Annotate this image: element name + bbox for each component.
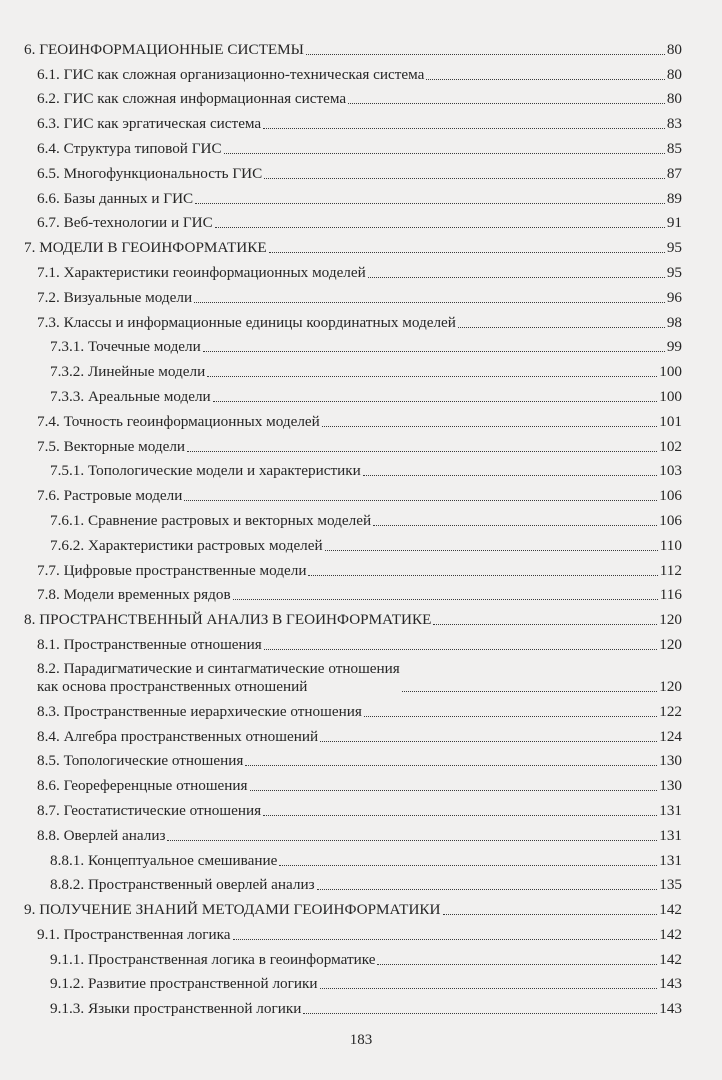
- toc-entry: [0, 696, 722, 721]
- toc-entry-page: 106: [659, 487, 682, 505]
- toc-entry-page: 131: [659, 801, 682, 819]
- toc-entry-page: 96: [666, 288, 682, 306]
- toc-entry: [0, 257, 722, 282]
- toc-entry-page: 102: [659, 437, 682, 455]
- toc-entry-title: 6.6. Базы данных и ГИС: [37, 189, 194, 207]
- dot-leader: [207, 376, 657, 377]
- toc-entry-page: 83: [666, 115, 682, 133]
- toc-entry: [0, 654, 722, 696]
- toc-entry-page: 85: [666, 139, 682, 157]
- dot-leader: [317, 889, 658, 890]
- toc-entry-title: 6. ГЕОИНФОРМАЦИОННЫЕ СИСТЕМЫ: [24, 40, 304, 58]
- dot-leader: [443, 914, 658, 915]
- dot-leader: [363, 475, 658, 476]
- dot-leader: [224, 153, 665, 154]
- dot-leader: [433, 624, 657, 625]
- toc-entry-page: 110: [659, 536, 682, 554]
- toc-entry: [0, 84, 722, 109]
- toc-entry-title: 8.8.1. Концептуальное смешивание: [50, 851, 278, 869]
- dot-leader: [215, 227, 665, 228]
- toc-entry-page: 143: [659, 975, 682, 993]
- toc-entry-title: 7.6.1. Сравнение растровых и векторных моделей: [50, 511, 372, 529]
- toc-entry-title: 7.7. Цифровые пространственные модели: [37, 561, 307, 579]
- toc-entry-title: 7. МОДЕЛИ В ГЕОИНФОРМАТИКЕ: [24, 239, 267, 257]
- toc-entry: [0, 555, 722, 580]
- dot-leader: [184, 500, 657, 501]
- toc-entry: [0, 845, 722, 870]
- toc-entry-title: 8.4. Алгебра пространственных отношений: [37, 727, 319, 745]
- toc-entry: [0, 158, 722, 183]
- page-number: 183: [349, 1032, 373, 1048]
- toc-entry-title: 8.3. Пространственные иерархические отношения: [37, 702, 362, 720]
- toc-entry-title: 7.3.2. Линейные модели: [50, 363, 206, 381]
- toc-entry-page: 95: [666, 263, 682, 281]
- toc-entry: [0, 108, 722, 133]
- dot-leader: [233, 599, 658, 600]
- toc-entry: [0, 820, 722, 845]
- toc-entry: [0, 332, 722, 357]
- toc-entry-page: 99: [666, 338, 682, 356]
- toc-entry-title: 8.8.2. Пространственный оверлей анализ: [50, 876, 315, 894]
- toc-entry-title: 6.3. ГИС как эргатическая система: [37, 115, 262, 133]
- dot-leader: [303, 1013, 657, 1014]
- toc-entry-title: 6.2. ГИС как сложная информационная система: [37, 90, 347, 108]
- toc-entry: [0, 746, 722, 771]
- dot-leader: [187, 451, 657, 452]
- toc-entry: [0, 480, 722, 505]
- toc-entry-page: 100: [659, 387, 682, 405]
- dot-leader: [306, 54, 665, 55]
- toc-entry-page: 143: [659, 1000, 682, 1018]
- toc-entry-title: 9.1. Пространственная логика: [37, 925, 231, 943]
- dot-leader: [263, 815, 657, 816]
- toc-entry: [0, 34, 722, 59]
- toc-entry: [0, 183, 722, 208]
- toc-entry-page: 120: [659, 677, 682, 695]
- toc-entry: [0, 795, 722, 820]
- dot-leader: [325, 550, 658, 551]
- dot-leader: [195, 203, 665, 204]
- toc-entry-page: 98: [666, 313, 682, 331]
- toc-entry: [0, 530, 722, 555]
- dot-leader: [269, 252, 665, 253]
- toc-entry: [0, 604, 722, 629]
- toc-entry-page: 142: [659, 950, 682, 968]
- toc-entry-page: 100: [659, 363, 682, 381]
- dot-leader: [320, 741, 657, 742]
- toc-entry-title: 8. ПРОСТРАНСТВЕННЫЙ АНАЛИЗ В ГЕОИНФОРМАТИКЕ: [24, 611, 432, 629]
- toc-entry-title: 7.6.2. Характеристики растровых моделей: [50, 536, 323, 554]
- dot-leader: [458, 327, 665, 328]
- toc-entry-page: 87: [666, 164, 682, 182]
- toc-entry: [0, 870, 722, 895]
- toc-entry-page: 103: [659, 462, 682, 480]
- toc-entry-title: 8.6. Геореференцные отношения: [37, 777, 248, 795]
- toc-entry: [0, 944, 722, 969]
- toc-entry: [0, 59, 722, 84]
- toc-entry: [0, 456, 722, 481]
- toc-entry-title: 7.5.1. Топологические модели и характеристики: [50, 462, 361, 480]
- toc-entry-page: 130: [659, 777, 682, 795]
- toc-entry-title: 6.4. Структура типовой ГИС: [37, 139, 222, 157]
- toc-entry: [0, 406, 722, 431]
- toc-entry-title-line2: как основа пространственных отношений: [37, 677, 308, 695]
- dot-leader: [426, 79, 664, 80]
- toc-entry-title: 8.8. Оверлей анализ: [37, 826, 166, 844]
- toc-entry-title: 7.3. Классы и информационные единицы координатных моделей: [37, 313, 456, 331]
- toc-entry-title: 7.3.1. Точечные модели: [50, 338, 201, 356]
- dot-leader: [368, 277, 665, 278]
- toc-entry-page: 120: [659, 611, 682, 629]
- toc-entry-title: 9.1.1. Пространственная логика в геоинформатике: [50, 950, 376, 968]
- toc-entry: [0, 505, 722, 530]
- toc-entry: [0, 232, 722, 257]
- dot-leader: [233, 939, 658, 940]
- dot-leader: [320, 988, 658, 989]
- dot-leader: [322, 426, 657, 427]
- toc-entry-page: 116: [659, 586, 682, 604]
- toc-entry-page: 124: [659, 727, 682, 745]
- toc-entry: [0, 919, 722, 944]
- toc-entry-title: 7.6. Растровые модели: [37, 487, 183, 505]
- dot-leader: [263, 128, 665, 129]
- toc-entry-page: 120: [659, 635, 682, 653]
- dot-leader: [213, 401, 658, 402]
- dot-leader: [194, 302, 665, 303]
- toc-entry-title: 6.1. ГИС как сложная организационно-техническая система: [37, 65, 425, 83]
- dot-leader: [264, 178, 665, 179]
- toc-entry-page: 89: [666, 189, 682, 207]
- toc-entry-page: 95: [666, 239, 682, 257]
- toc-entry: [0, 721, 722, 746]
- toc-entry: [0, 894, 722, 919]
- dot-leader: [279, 865, 657, 866]
- dot-leader: [203, 351, 665, 352]
- table-of-contents: [0, 34, 722, 1018]
- toc-entry-title: 8.7. Геостатистические отношения: [37, 801, 262, 819]
- toc-entry: [0, 969, 722, 994]
- toc-entry-page: 80: [666, 90, 682, 108]
- toc-entry-title: [37, 660, 400, 696]
- toc-entry: [0, 431, 722, 456]
- toc-entry-title: 7.1. Характеристики геоинформационных моделей: [37, 263, 366, 281]
- toc-entry-page: 106: [659, 511, 682, 529]
- toc-entry: [0, 993, 722, 1018]
- toc-entry: [0, 282, 722, 307]
- toc-entry-title: 6.7. Веб-технологии и ГИС: [37, 214, 213, 232]
- toc-entry-title: 7.8. Модели временных рядов: [37, 586, 231, 604]
- toc-entry: [0, 770, 722, 795]
- toc-entry-page: 135: [659, 876, 682, 894]
- toc-entry: [0, 133, 722, 158]
- toc-entry-title: 8.5. Топологические отношения: [37, 752, 244, 770]
- toc-entry-page: 80: [666, 40, 682, 58]
- dot-leader: [377, 964, 657, 965]
- toc-entry-title: 7.5. Векторные модели: [37, 437, 186, 455]
- toc-entry-page: 130: [659, 752, 682, 770]
- toc-entry: [0, 580, 722, 605]
- toc-entry: [0, 307, 722, 332]
- toc-entry-page: 131: [659, 826, 682, 844]
- dot-leader: [308, 575, 657, 576]
- toc-entry-title: 9.1.2. Развитие пространственной логики: [50, 975, 318, 993]
- dot-leader: [402, 691, 657, 692]
- toc-entry-title: 9. ПОЛУЧЕНИЕ ЗНАНИЙ МЕТОДАМИ ГЕОИНФОРМАТИКИ: [24, 901, 441, 919]
- toc-entry-page: 131: [659, 851, 682, 869]
- dot-leader: [245, 765, 657, 766]
- toc-entry-page: 142: [659, 925, 682, 943]
- toc-entry-page: 142: [659, 901, 682, 919]
- toc-entry: [0, 208, 722, 233]
- dot-leader: [348, 103, 665, 104]
- toc-entry: [0, 629, 722, 654]
- toc-entry-title: 8.1. Пространственные отношения: [37, 635, 262, 653]
- toc-entry-title: 9.1.3. Языки пространственной логики: [50, 1000, 302, 1018]
- toc-entry-title: 7.2. Визуальные модели: [37, 288, 193, 306]
- toc-entry-title: 7.3.3. Ареальные модели: [50, 387, 211, 405]
- toc-entry-page: 101: [659, 412, 682, 430]
- toc-entry-page: 80: [666, 65, 682, 83]
- dot-leader: [373, 525, 657, 526]
- toc-entry: [0, 381, 722, 406]
- toc-entry-page: 91: [666, 214, 682, 232]
- toc-entry-title: 7.4. Точность геоинформационных моделей: [37, 412, 320, 430]
- toc-entry-title-line1: 8.2. Парадигматические и синтагматические отношения: [37, 659, 400, 677]
- toc-entry-page: 112: [659, 561, 682, 579]
- dot-leader: [264, 649, 657, 650]
- toc-entry: [0, 356, 722, 381]
- dot-leader: [167, 840, 657, 841]
- dot-leader: [364, 716, 657, 717]
- toc-entry-title: 6.5. Многофункциональность ГИС: [37, 164, 263, 182]
- toc-entry-page: 122: [659, 702, 682, 720]
- dot-leader: [250, 790, 658, 791]
